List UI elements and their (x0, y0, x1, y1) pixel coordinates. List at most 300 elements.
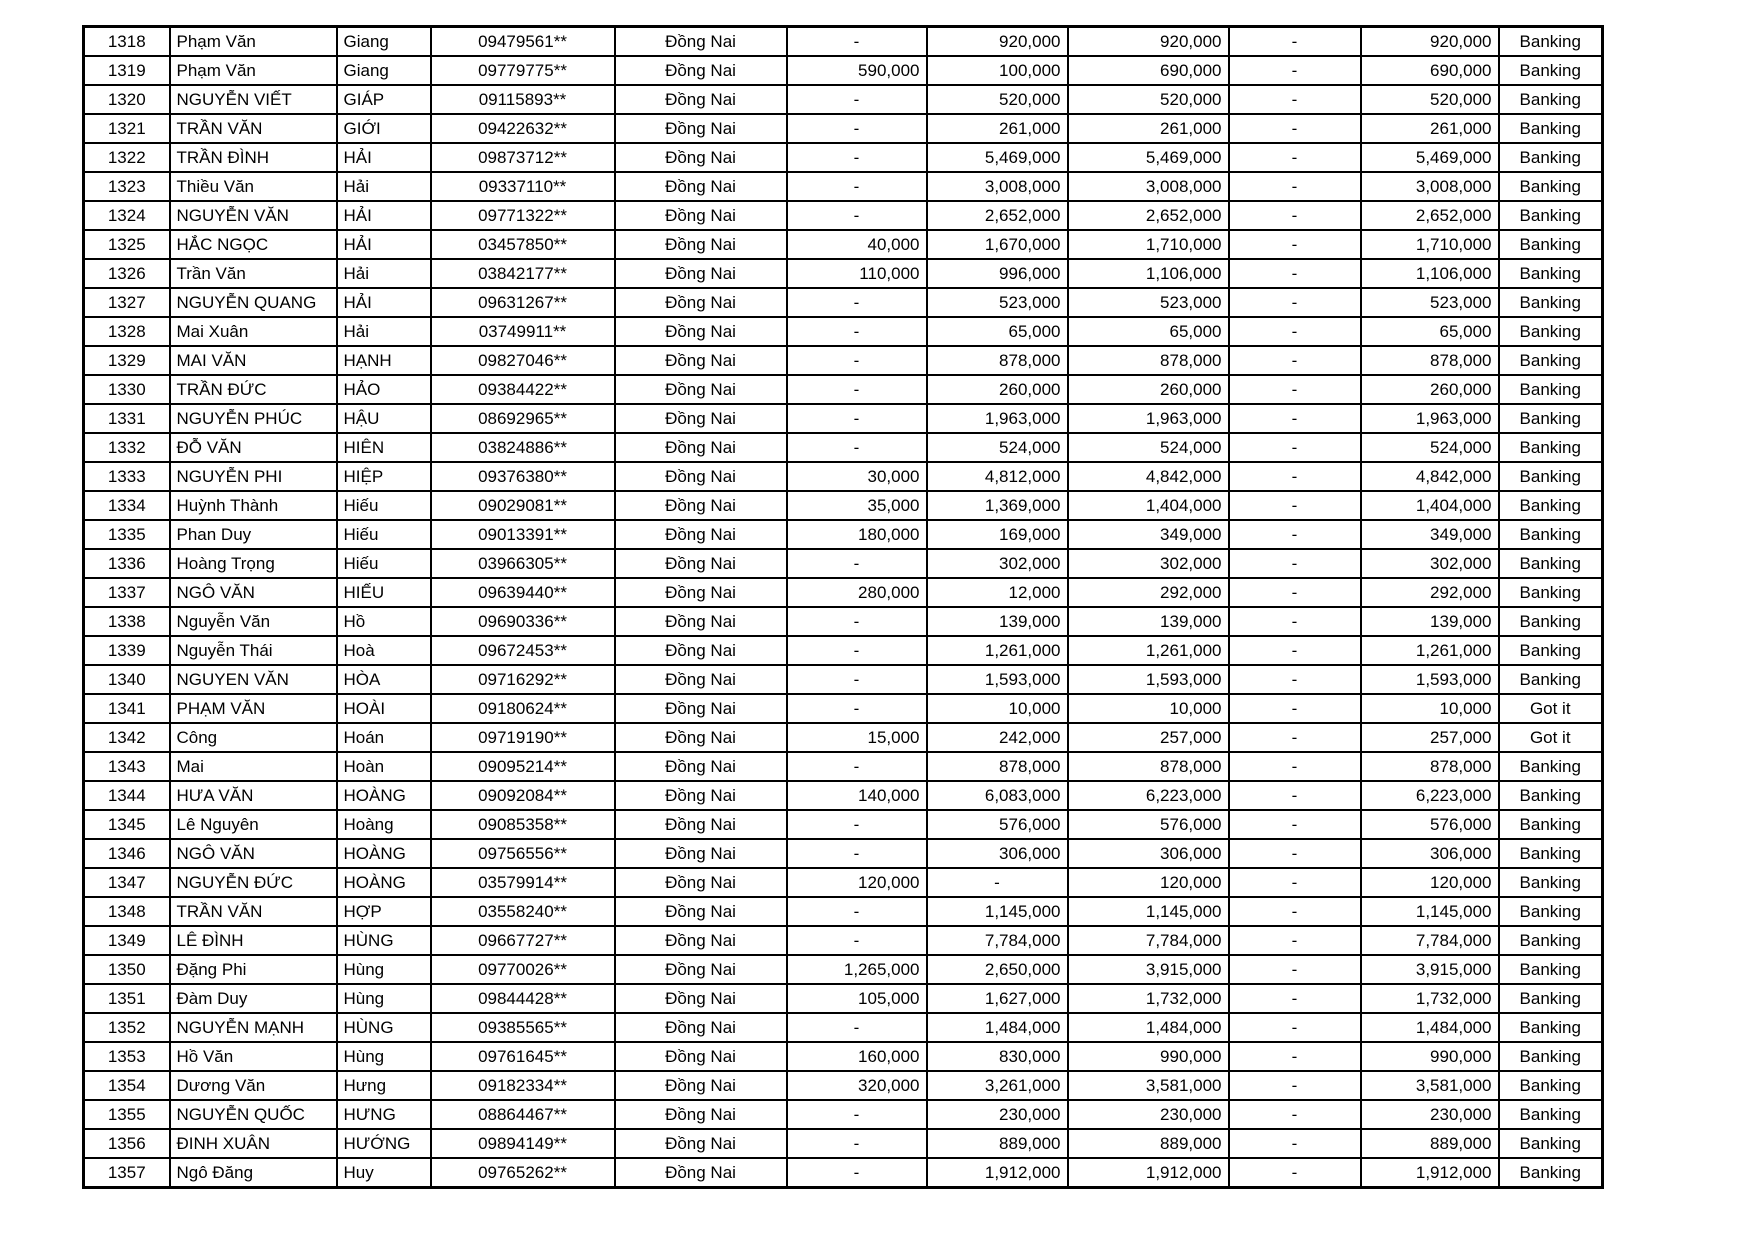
cell-total[interactable]: 139,000 (1068, 607, 1229, 636)
cell-final-amount[interactable]: 990,000 (1361, 1042, 1499, 1071)
cell-id[interactable]: 1354 (84, 1071, 170, 1100)
cell-phone[interactable]: 09631267** (431, 288, 615, 317)
cell-total[interactable]: 10,000 (1068, 694, 1229, 723)
cell-status[interactable]: Banking (1499, 404, 1603, 433)
cell-province[interactable]: Đồng Nai (615, 201, 787, 230)
cell-amount-1[interactable]: - (787, 114, 927, 143)
cell-amount-2[interactable]: 523,000 (927, 288, 1068, 317)
cell-amount-2[interactable]: 12,000 (927, 578, 1068, 607)
cell-status[interactable]: Banking (1499, 984, 1603, 1013)
cell-last-name[interactable]: NGUYỄN PHÚC (170, 404, 337, 433)
cell-last-name[interactable]: NGUYỄN VĂN (170, 201, 337, 230)
cell-amount-1[interactable]: - (787, 694, 927, 723)
cell-id[interactable]: 1343 (84, 752, 170, 781)
cell-col-9[interactable]: - (1229, 56, 1361, 85)
cell-amount-2[interactable]: 169,000 (927, 520, 1068, 549)
cell-col-9[interactable]: - (1229, 375, 1361, 404)
cell-amount-2[interactable]: 3,261,000 (927, 1071, 1068, 1100)
cell-province[interactable]: Đồng Nai (615, 781, 787, 810)
cell-id[interactable]: 1346 (84, 839, 170, 868)
cell-amount-1[interactable]: 160,000 (787, 1042, 927, 1071)
cell-amount-1[interactable]: 120,000 (787, 868, 927, 897)
cell-total[interactable]: 2,652,000 (1068, 201, 1229, 230)
cell-province[interactable]: Đồng Nai (615, 810, 787, 839)
cell-status[interactable]: Banking (1499, 578, 1603, 607)
cell-amount-1[interactable]: - (787, 317, 927, 346)
cell-status[interactable]: Banking (1499, 1158, 1603, 1188)
cell-amount-2[interactable]: 100,000 (927, 56, 1068, 85)
cell-status[interactable]: Banking (1499, 752, 1603, 781)
cell-last-name[interactable]: NGÔ VĂN (170, 578, 337, 607)
cell-phone[interactable]: 09779775** (431, 56, 615, 85)
cell-amount-1[interactable]: - (787, 172, 927, 201)
cell-first-name[interactable]: Hoàn (337, 752, 431, 781)
cell-province[interactable]: Đồng Nai (615, 85, 787, 114)
cell-id[interactable]: 1321 (84, 114, 170, 143)
cell-amount-1[interactable]: - (787, 1158, 927, 1188)
cell-amount-1[interactable]: - (787, 85, 927, 114)
cell-id[interactable]: 1337 (84, 578, 170, 607)
cell-status[interactable]: Banking (1499, 520, 1603, 549)
cell-last-name[interactable]: NGUYỄN MẠNH (170, 1013, 337, 1042)
cell-id[interactable]: 1352 (84, 1013, 170, 1042)
cell-total[interactable]: 349,000 (1068, 520, 1229, 549)
cell-last-name[interactable]: PHẠM VĂN (170, 694, 337, 723)
cell-col-9[interactable]: - (1229, 926, 1361, 955)
cell-id[interactable]: 1341 (84, 694, 170, 723)
cell-final-amount[interactable]: 878,000 (1361, 346, 1499, 375)
cell-province[interactable]: Đồng Nai (615, 230, 787, 259)
cell-phone[interactable]: 09873712** (431, 143, 615, 172)
cell-amount-2[interactable]: 576,000 (927, 810, 1068, 839)
cell-status[interactable]: Banking (1499, 201, 1603, 230)
cell-total[interactable]: 990,000 (1068, 1042, 1229, 1071)
cell-id[interactable]: 1333 (84, 462, 170, 491)
cell-amount-2[interactable]: 830,000 (927, 1042, 1068, 1071)
cell-first-name[interactable]: Hưng (337, 1071, 431, 1100)
cell-final-amount[interactable]: 520,000 (1361, 85, 1499, 114)
cell-amount-2[interactable]: 306,000 (927, 839, 1068, 868)
cell-status[interactable]: Banking (1499, 375, 1603, 404)
cell-status[interactable]: Banking (1499, 665, 1603, 694)
cell-col-9[interactable]: - (1229, 85, 1361, 114)
cell-province[interactable]: Đồng Nai (615, 926, 787, 955)
cell-last-name[interactable]: TRẦN ĐỨC (170, 375, 337, 404)
cell-col-9[interactable]: - (1229, 491, 1361, 520)
cell-amount-2[interactable]: 889,000 (927, 1129, 1068, 1158)
cell-phone[interactable]: 09672453** (431, 636, 615, 665)
cell-final-amount[interactable]: 257,000 (1361, 723, 1499, 752)
cell-phone[interactable]: 09761645** (431, 1042, 615, 1071)
cell-phone[interactable]: 03842177** (431, 259, 615, 288)
cell-amount-2[interactable]: 996,000 (927, 259, 1068, 288)
cell-phone[interactable]: 09180624** (431, 694, 615, 723)
cell-amount-1[interactable]: - (787, 549, 927, 578)
cell-amount-2[interactable]: 1,145,000 (927, 897, 1068, 926)
cell-province[interactable]: Đồng Nai (615, 955, 787, 984)
cell-final-amount[interactable]: 1,912,000 (1361, 1158, 1499, 1188)
cell-total[interactable]: 230,000 (1068, 1100, 1229, 1129)
cell-first-name[interactable]: HƯNG (337, 1100, 431, 1129)
cell-id[interactable]: 1347 (84, 868, 170, 897)
cell-status[interactable]: Banking (1499, 1071, 1603, 1100)
cell-id[interactable]: 1351 (84, 984, 170, 1013)
cell-id[interactable]: 1319 (84, 56, 170, 85)
cell-status[interactable]: Banking (1499, 143, 1603, 172)
cell-province[interactable]: Đồng Nai (615, 549, 787, 578)
cell-col-9[interactable]: - (1229, 520, 1361, 549)
cell-id[interactable]: 1329 (84, 346, 170, 375)
cell-status[interactable]: Banking (1499, 114, 1603, 143)
cell-first-name[interactable]: Hải (337, 172, 431, 201)
cell-col-9[interactable]: - (1229, 665, 1361, 694)
cell-first-name[interactable]: Hải (337, 317, 431, 346)
cell-id[interactable]: 1323 (84, 172, 170, 201)
cell-amount-1[interactable]: 30,000 (787, 462, 927, 491)
cell-amount-1[interactable]: 140,000 (787, 781, 927, 810)
cell-phone[interactable]: 03579914** (431, 868, 615, 897)
cell-col-9[interactable]: - (1229, 288, 1361, 317)
cell-col-9[interactable]: - (1229, 955, 1361, 984)
cell-first-name[interactable]: HẢI (337, 201, 431, 230)
cell-phone[interactable]: 09844428** (431, 984, 615, 1013)
cell-total[interactable]: 576,000 (1068, 810, 1229, 839)
cell-first-name[interactable]: Huy (337, 1158, 431, 1188)
cell-phone[interactable]: 09095214** (431, 752, 615, 781)
cell-province[interactable]: Đồng Nai (615, 868, 787, 897)
cell-status[interactable]: Banking (1499, 259, 1603, 288)
cell-last-name[interactable]: NGUYỄN PHI (170, 462, 337, 491)
cell-province[interactable]: Đồng Nai (615, 897, 787, 926)
cell-first-name[interactable]: Hồ (337, 607, 431, 636)
cell-col-9[interactable]: - (1229, 752, 1361, 781)
cell-amount-1[interactable]: - (787, 375, 927, 404)
cell-province[interactable]: Đồng Nai (615, 143, 787, 172)
cell-total[interactable]: 1,261,000 (1068, 636, 1229, 665)
cell-last-name[interactable]: Phạm Văn (170, 56, 337, 85)
cell-first-name[interactable]: HIẾU (337, 578, 431, 607)
cell-phone[interactable]: 09013391** (431, 520, 615, 549)
cell-last-name[interactable]: HƯA VĂN (170, 781, 337, 810)
cell-phone[interactable]: 09092084** (431, 781, 615, 810)
cell-amount-1[interactable]: - (787, 404, 927, 433)
cell-id[interactable]: 1331 (84, 404, 170, 433)
cell-last-name[interactable]: Trần Văn (170, 259, 337, 288)
cell-province[interactable]: Đồng Nai (615, 839, 787, 868)
cell-id[interactable]: 1349 (84, 926, 170, 955)
cell-amount-1[interactable]: 40,000 (787, 230, 927, 259)
cell-total[interactable]: 292,000 (1068, 578, 1229, 607)
cell-final-amount[interactable]: 1,963,000 (1361, 404, 1499, 433)
cell-col-9[interactable]: - (1229, 114, 1361, 143)
cell-total[interactable]: 524,000 (1068, 433, 1229, 462)
cell-status[interactable]: Banking (1499, 27, 1603, 57)
cell-amount-1[interactable]: - (787, 752, 927, 781)
cell-final-amount[interactable]: 1,484,000 (1361, 1013, 1499, 1042)
cell-phone[interactable]: 09756556** (431, 839, 615, 868)
cell-final-amount[interactable]: 3,581,000 (1361, 1071, 1499, 1100)
cell-id[interactable]: 1356 (84, 1129, 170, 1158)
cell-col-9[interactable]: - (1229, 404, 1361, 433)
cell-id[interactable]: 1322 (84, 143, 170, 172)
cell-first-name[interactable]: HƯỚNG (337, 1129, 431, 1158)
cell-id[interactable]: 1355 (84, 1100, 170, 1129)
cell-amount-2[interactable]: 1,593,000 (927, 665, 1068, 694)
cell-province[interactable]: Đồng Nai (615, 1129, 787, 1158)
cell-amount-1[interactable]: - (787, 1013, 927, 1042)
cell-amount-1[interactable]: - (787, 810, 927, 839)
cell-last-name[interactable]: Phạm Văn (170, 27, 337, 57)
cell-id[interactable]: 1345 (84, 810, 170, 839)
cell-first-name[interactable]: Giang (337, 56, 431, 85)
cell-col-9[interactable]: - (1229, 462, 1361, 491)
cell-amount-2[interactable]: 878,000 (927, 752, 1068, 781)
cell-final-amount[interactable]: 6,223,000 (1361, 781, 1499, 810)
cell-id[interactable]: 1320 (84, 85, 170, 114)
cell-status[interactable]: Banking (1499, 868, 1603, 897)
cell-amount-1[interactable]: 15,000 (787, 723, 927, 752)
cell-id[interactable]: 1357 (84, 1158, 170, 1188)
cell-final-amount[interactable]: 1,404,000 (1361, 491, 1499, 520)
cell-status[interactable]: Banking (1499, 433, 1603, 462)
cell-last-name[interactable]: Hồ Văn (170, 1042, 337, 1071)
cell-id[interactable]: 1332 (84, 433, 170, 462)
cell-status[interactable]: Banking (1499, 317, 1603, 346)
cell-first-name[interactable]: HẬU (337, 404, 431, 433)
cell-province[interactable]: Đồng Nai (615, 1013, 787, 1042)
cell-province[interactable]: Đồng Nai (615, 114, 787, 143)
cell-id[interactable]: 1344 (84, 781, 170, 810)
cell-first-name[interactable]: Hoán (337, 723, 431, 752)
cell-first-name[interactable]: Hùng (337, 984, 431, 1013)
cell-province[interactable]: Đồng Nai (615, 984, 787, 1013)
cell-col-9[interactable]: - (1229, 433, 1361, 462)
cell-first-name[interactable]: HOÀNG (337, 839, 431, 868)
cell-phone[interactable]: 09479561** (431, 27, 615, 57)
cell-col-9[interactable]: - (1229, 694, 1361, 723)
cell-final-amount[interactable]: 139,000 (1361, 607, 1499, 636)
cell-amount-2[interactable]: 242,000 (927, 723, 1068, 752)
cell-final-amount[interactable]: 2,652,000 (1361, 201, 1499, 230)
cell-first-name[interactable]: Hải (337, 259, 431, 288)
cell-status[interactable]: Banking (1499, 607, 1603, 636)
cell-last-name[interactable]: ĐINH XUÂN (170, 1129, 337, 1158)
cell-status[interactable]: Banking (1499, 288, 1603, 317)
cell-total[interactable]: 306,000 (1068, 839, 1229, 868)
cell-status[interactable]: Banking (1499, 346, 1603, 375)
cell-province[interactable]: Đồng Nai (615, 346, 787, 375)
cell-status[interactable]: Banking (1499, 897, 1603, 926)
cell-col-9[interactable]: - (1229, 201, 1361, 230)
cell-province[interactable]: Đồng Nai (615, 1042, 787, 1071)
cell-total[interactable]: 1,106,000 (1068, 259, 1229, 288)
cell-total[interactable]: 889,000 (1068, 1129, 1229, 1158)
cell-col-9[interactable]: - (1229, 1129, 1361, 1158)
cell-id[interactable]: 1350 (84, 955, 170, 984)
cell-amount-2[interactable]: 920,000 (927, 27, 1068, 57)
cell-phone[interactable]: 03749911** (431, 317, 615, 346)
cell-final-amount[interactable]: 4,842,000 (1361, 462, 1499, 491)
cell-total[interactable]: 302,000 (1068, 549, 1229, 578)
cell-last-name[interactable]: TRẦN VĂN (170, 897, 337, 926)
cell-province[interactable]: Đồng Nai (615, 723, 787, 752)
cell-amount-1[interactable]: - (787, 607, 927, 636)
cell-first-name[interactable]: HOÀNG (337, 868, 431, 897)
cell-col-9[interactable]: - (1229, 839, 1361, 868)
cell-col-9[interactable]: - (1229, 781, 1361, 810)
cell-status[interactable]: Banking (1499, 549, 1603, 578)
cell-last-name[interactable]: Phan Duy (170, 520, 337, 549)
cell-amount-2[interactable]: 1,627,000 (927, 984, 1068, 1013)
cell-final-amount[interactable]: 1,732,000 (1361, 984, 1499, 1013)
cell-total[interactable]: 3,581,000 (1068, 1071, 1229, 1100)
cell-amount-2[interactable]: 1,261,000 (927, 636, 1068, 665)
cell-amount-2[interactable]: 6,083,000 (927, 781, 1068, 810)
cell-total[interactable]: 257,000 (1068, 723, 1229, 752)
cell-col-9[interactable]: - (1229, 27, 1361, 57)
cell-status[interactable]: Banking (1499, 810, 1603, 839)
cell-first-name[interactable]: HÙNG (337, 1013, 431, 1042)
cell-col-9[interactable]: - (1229, 636, 1361, 665)
cell-status[interactable]: Banking (1499, 926, 1603, 955)
cell-first-name[interactable]: Hiếu (337, 549, 431, 578)
cell-first-name[interactable]: HÙNG (337, 926, 431, 955)
cell-final-amount[interactable]: 10,000 (1361, 694, 1499, 723)
cell-total[interactable]: 65,000 (1068, 317, 1229, 346)
cell-col-9[interactable]: - (1229, 230, 1361, 259)
cell-amount-2[interactable]: 10,000 (927, 694, 1068, 723)
cell-status[interactable]: Banking (1499, 636, 1603, 665)
cell-amount-2[interactable]: 1,369,000 (927, 491, 1068, 520)
cell-province[interactable]: Đồng Nai (615, 375, 787, 404)
cell-total[interactable]: 1,593,000 (1068, 665, 1229, 694)
cell-amount-2[interactable]: 2,650,000 (927, 955, 1068, 984)
cell-first-name[interactable]: Hiếu (337, 491, 431, 520)
cell-col-9[interactable]: - (1229, 1071, 1361, 1100)
cell-province[interactable]: Đồng Nai (615, 1071, 787, 1100)
cell-id[interactable]: 1325 (84, 230, 170, 259)
cell-last-name[interactable]: TRẦN ĐÌNH (170, 143, 337, 172)
cell-final-amount[interactable]: 7,784,000 (1361, 926, 1499, 955)
cell-last-name[interactable]: MAI VĂN (170, 346, 337, 375)
cell-province[interactable]: Đồng Nai (615, 607, 787, 636)
cell-amount-1[interactable]: - (787, 839, 927, 868)
cell-first-name[interactable]: HẢO (337, 375, 431, 404)
cell-final-amount[interactable]: 260,000 (1361, 375, 1499, 404)
cell-phone[interactable]: 03457850** (431, 230, 615, 259)
cell-province[interactable]: Đồng Nai (615, 259, 787, 288)
cell-amount-1[interactable]: 280,000 (787, 578, 927, 607)
cell-col-9[interactable]: - (1229, 549, 1361, 578)
cell-last-name[interactable]: Nguyễn Văn (170, 607, 337, 636)
cell-province[interactable]: Đồng Nai (615, 665, 787, 694)
cell-final-amount[interactable]: 302,000 (1361, 549, 1499, 578)
cell-final-amount[interactable]: 1,106,000 (1361, 259, 1499, 288)
cell-amount-1[interactable]: 1,265,000 (787, 955, 927, 984)
cell-status[interactable]: Banking (1499, 1129, 1603, 1158)
cell-last-name[interactable]: HẮC NGỌC (170, 230, 337, 259)
cell-status[interactable]: Banking (1499, 955, 1603, 984)
cell-col-9[interactable]: - (1229, 259, 1361, 288)
cell-total[interactable]: 5,469,000 (1068, 143, 1229, 172)
cell-id[interactable]: 1353 (84, 1042, 170, 1071)
cell-phone[interactable]: 09770026** (431, 955, 615, 984)
cell-province[interactable]: Đồng Nai (615, 404, 787, 433)
cell-phone[interactable]: 09384422** (431, 375, 615, 404)
cell-amount-1[interactable]: - (787, 665, 927, 694)
cell-col-9[interactable]: - (1229, 143, 1361, 172)
cell-status[interactable]: Banking (1499, 56, 1603, 85)
cell-phone[interactable]: 09385565** (431, 1013, 615, 1042)
cell-amount-2[interactable]: 302,000 (927, 549, 1068, 578)
cell-total[interactable]: 4,842,000 (1068, 462, 1229, 491)
cell-amount-2[interactable]: 261,000 (927, 114, 1068, 143)
cell-amount-1[interactable]: - (787, 143, 927, 172)
cell-final-amount[interactable]: 3,915,000 (1361, 955, 1499, 984)
cell-phone[interactable]: 09719190** (431, 723, 615, 752)
cell-last-name[interactable]: Hoàng Trọng (170, 549, 337, 578)
cell-amount-2[interactable]: 139,000 (927, 607, 1068, 636)
cell-first-name[interactable]: HỢP (337, 897, 431, 926)
cell-col-9[interactable]: - (1229, 1158, 1361, 1188)
cell-first-name[interactable]: HẢI (337, 230, 431, 259)
cell-amount-1[interactable]: 180,000 (787, 520, 927, 549)
cell-final-amount[interactable]: 5,469,000 (1361, 143, 1499, 172)
cell-total[interactable]: 3,008,000 (1068, 172, 1229, 201)
cell-province[interactable]: Đồng Nai (615, 172, 787, 201)
cell-total[interactable]: 3,915,000 (1068, 955, 1229, 984)
cell-last-name[interactable]: NGUYỄN ĐỨC (170, 868, 337, 897)
cell-last-name[interactable]: ĐỖ VĂN (170, 433, 337, 462)
cell-total[interactable]: 523,000 (1068, 288, 1229, 317)
cell-amount-1[interactable]: - (787, 288, 927, 317)
cell-final-amount[interactable]: 349,000 (1361, 520, 1499, 549)
cell-province[interactable]: Đồng Nai (615, 1100, 787, 1129)
cell-phone[interactable]: 09337110** (431, 172, 615, 201)
cell-total[interactable]: 1,912,000 (1068, 1158, 1229, 1188)
cell-id[interactable]: 1335 (84, 520, 170, 549)
cell-total[interactable]: 1,732,000 (1068, 984, 1229, 1013)
cell-province[interactable]: Đồng Nai (615, 56, 787, 85)
cell-col-9[interactable]: - (1229, 984, 1361, 1013)
cell-amount-2[interactable]: 65,000 (927, 317, 1068, 346)
cell-amount-2[interactable]: 3,008,000 (927, 172, 1068, 201)
cell-amount-1[interactable]: 320,000 (787, 1071, 927, 1100)
cell-phone[interactable]: 09115893** (431, 85, 615, 114)
cell-phone[interactable]: 09422632** (431, 114, 615, 143)
cell-col-9[interactable]: - (1229, 578, 1361, 607)
cell-first-name[interactable]: HÒA (337, 665, 431, 694)
cell-id[interactable]: 1326 (84, 259, 170, 288)
cell-status[interactable]: Banking (1499, 491, 1603, 520)
cell-phone[interactable]: 09376380** (431, 462, 615, 491)
cell-last-name[interactable]: NGUYỄN QUỐC (170, 1100, 337, 1129)
cell-phone[interactable]: 09639440** (431, 578, 615, 607)
cell-province[interactable]: Đồng Nai (615, 1158, 787, 1188)
cell-final-amount[interactable]: 889,000 (1361, 1129, 1499, 1158)
cell-province[interactable]: Đồng Nai (615, 27, 787, 57)
cell-amount-2[interactable]: 260,000 (927, 375, 1068, 404)
cell-final-amount[interactable]: 1,710,000 (1361, 230, 1499, 259)
cell-phone[interactable]: 08864467** (431, 1100, 615, 1129)
cell-phone[interactable]: 09827046** (431, 346, 615, 375)
cell-amount-2[interactable]: 1,912,000 (927, 1158, 1068, 1188)
cell-province[interactable]: Đồng Nai (615, 491, 787, 520)
cell-id[interactable]: 1338 (84, 607, 170, 636)
cell-amount-1[interactable]: - (787, 433, 927, 462)
cell-col-9[interactable]: - (1229, 723, 1361, 752)
cell-phone[interactable]: 09771322** (431, 201, 615, 230)
